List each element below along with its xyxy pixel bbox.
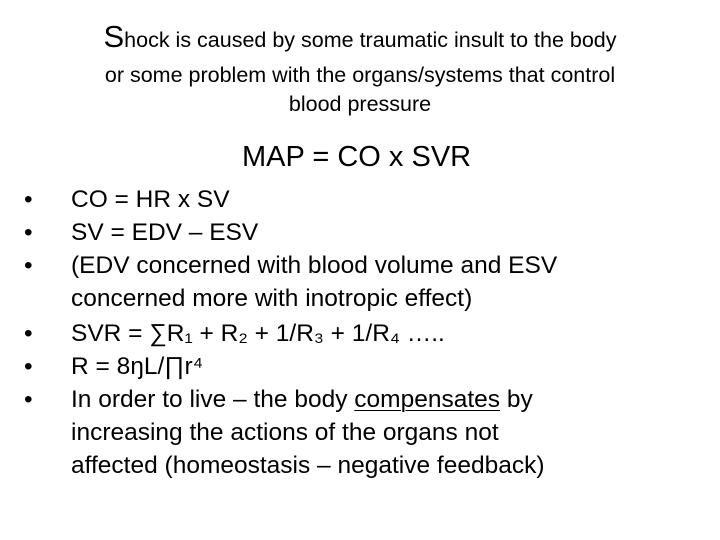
bullet-line-1 [71,383,672,416]
bullet-text: CO = HR x SV [71,186,230,213]
bullet-line-2: increasing the actions of the organs not [71,419,499,446]
intro-line-3: blood pressure [288,92,432,116]
bullet-svr-formula [22,317,672,350]
bullet-resistance-formula [22,350,672,383]
intro-line-1 [20,19,700,57]
intro-line-2: or some problem with the organs/systems that control [104,63,616,87]
bullet-marker: • [24,252,33,279]
bullet-text [71,383,672,482]
bullet-line-1: (EDV concerned with blood volume and ESV [71,252,558,279]
bullet-edv-esv-note [22,249,672,315]
bullet-text: R = 8ŋL/∏r⁴ [71,353,204,380]
bullet-co-formula [22,183,672,216]
bullet-marker: • [24,353,33,380]
intro-large-initial: S [103,19,125,54]
bullet-marker: • [24,320,33,347]
bullet-line-2: concerned more with inotropic effect) [71,285,473,312]
bullet-marker: • [24,386,33,413]
bullet-sv-formula [22,216,672,249]
compensation-text-before: In order to live – the body [71,386,355,413]
bullet-list [22,183,672,482]
map-formula-heading: MAP = CO x SVR [242,141,472,173]
compensation-text-after: by [500,386,533,413]
bullet-marker: • [24,219,33,246]
bullet-text: SV = EDV – ESV [71,219,259,246]
bullet-text: SVR = ∑R₁ + R₂ + 1/R₃ + 1/R₄ ….. [71,320,445,347]
compensates-underlined-text: compensates [354,386,501,413]
bullet-marker: • [24,186,33,213]
intro-paragraph [20,19,700,119]
bullet-line-3: affected (homeostasis – negative feedback) [71,452,545,479]
bullet-compensation [22,383,672,482]
intro-line-1-text: hock is caused by some traumatic insult to the body [124,28,617,52]
bullet-text [71,249,672,315]
